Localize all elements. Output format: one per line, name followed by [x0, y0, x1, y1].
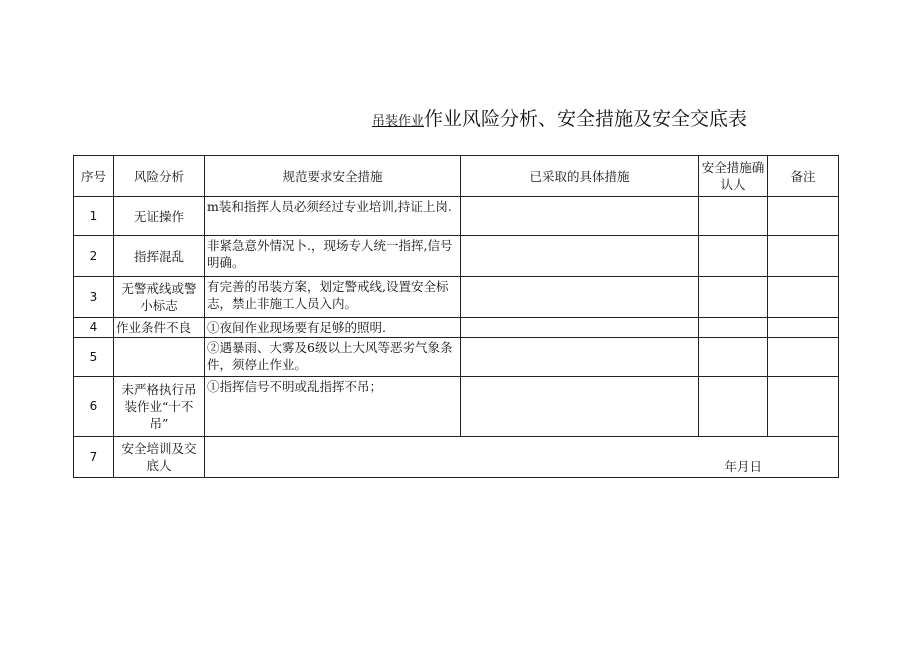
table-row-signature	[74, 437, 839, 478]
header-no: 序号	[74, 156, 114, 197]
row-no: 2	[74, 236, 114, 277]
row-risk: 安全培训及交底人	[114, 437, 205, 478]
row-taken	[461, 277, 699, 318]
row-taken	[461, 318, 699, 338]
row-requirement: m装和指挥人员必须经过专业培训,持证上岗.	[205, 197, 461, 236]
row-risk: 无证操作	[114, 197, 205, 236]
header-risk: 风险分析	[114, 156, 205, 197]
row-confirm	[699, 236, 768, 277]
row-no: 7	[74, 437, 114, 478]
header-remark: 备注	[768, 156, 839, 197]
row-confirm	[699, 377, 768, 437]
row-confirm	[699, 318, 768, 338]
row-taken	[461, 197, 699, 236]
row-remark	[768, 318, 839, 338]
row-remark	[768, 197, 839, 236]
table-row	[74, 236, 839, 277]
row-confirm	[699, 277, 768, 318]
table-row	[74, 197, 839, 236]
row-requirement: ②遇暴雨、大雾及6级以上大风等恶劣气象条件，须停止作业。	[205, 338, 461, 377]
row-taken	[461, 377, 699, 437]
row-taken	[461, 338, 699, 377]
document-title	[372, 104, 747, 131]
row-no: 3	[74, 277, 114, 318]
signature-date: 年月日	[724, 459, 762, 474]
risk-analysis-table	[73, 155, 839, 478]
header-taken: 已采取的具体措施	[461, 156, 699, 197]
row-requirement: ①指挥信号不明或乱指挥不吊；	[205, 377, 461, 437]
row-remark	[768, 338, 839, 377]
signature-cell	[205, 437, 839, 478]
row-risk: 作业条件不良	[114, 318, 205, 338]
row-no: 5	[74, 338, 114, 377]
header-confirm: 安全措施确认人	[699, 156, 768, 197]
table-row	[74, 318, 839, 338]
row-risk: 指挥混乱	[114, 236, 205, 277]
table-row	[74, 277, 839, 318]
row-remark	[768, 236, 839, 277]
row-no: 6	[74, 377, 114, 437]
row-no: 4	[74, 318, 114, 338]
header-row	[74, 156, 839, 197]
row-requirement: 有完善的吊装方案，划定警戒线,设置安全标志，禁止非施工人员入内。	[205, 277, 461, 318]
row-remark	[768, 377, 839, 437]
row-risk	[114, 338, 205, 377]
row-taken	[461, 236, 699, 277]
row-no: 1	[74, 197, 114, 236]
table-row	[74, 338, 839, 377]
row-remark	[768, 277, 839, 318]
table-row	[74, 377, 839, 437]
row-confirm	[699, 338, 768, 377]
row-confirm	[699, 197, 768, 236]
title-main: 作业风险分析、安全措施及安全交底表	[424, 108, 748, 130]
row-risk: 无警戒线或警小标志	[114, 277, 205, 318]
title-prefix: 吊装作业	[372, 114, 425, 129]
header-requirement: 规范要求安全措施	[205, 156, 461, 197]
row-requirement: ①夜间作业现场要有足够的照明.	[205, 318, 461, 338]
row-risk: 未严格执行吊装作业“十不吊”	[114, 377, 205, 437]
row-requirement: 非紧急意外情况卜.，现场专人统一指挥,信号明确。	[205, 236, 461, 277]
